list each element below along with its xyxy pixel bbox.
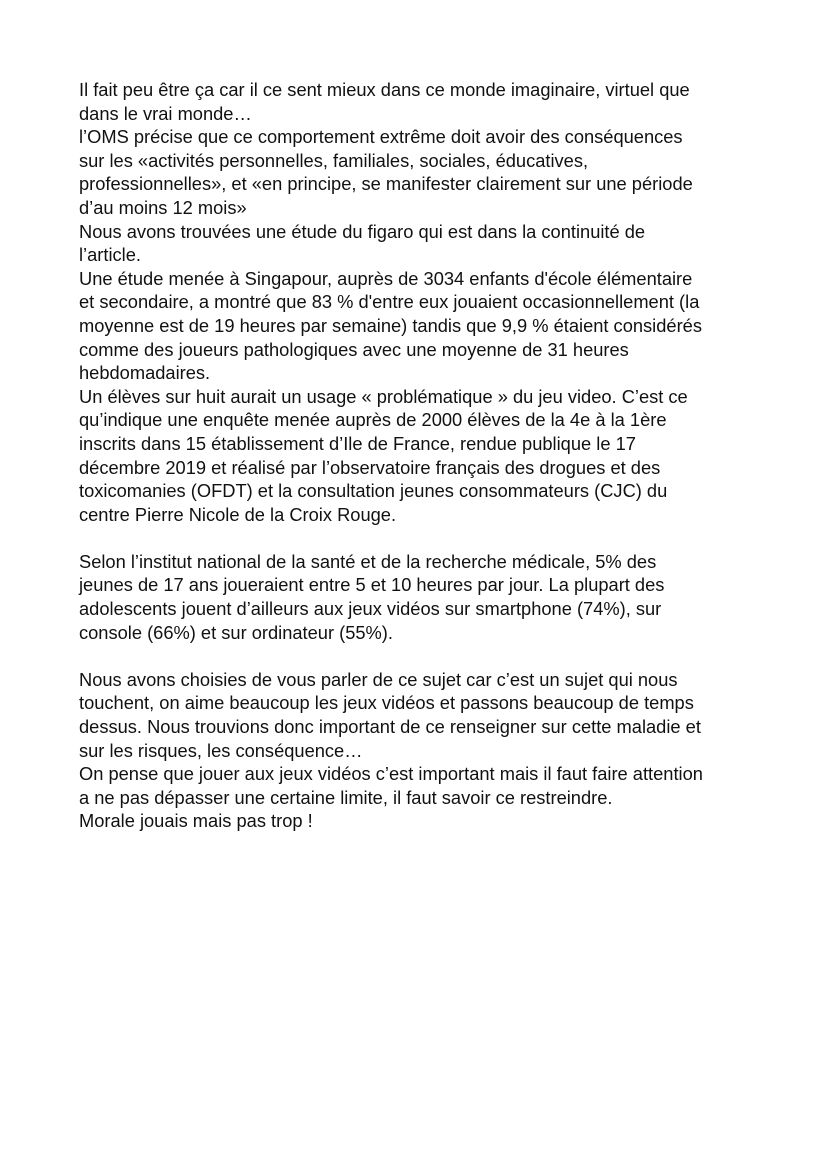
text-line: Un élèves sur huit aurait un usage « problématique » du jeu video. C’est ce <box>79 385 688 407</box>
text-line: a ne pas dépasser une certaine limite, il faut savoir ce restreindre. <box>79 786 613 808</box>
text-line: console (66%) et sur ordinateur (55%). <box>79 621 393 643</box>
text-line: Morale jouais mais pas trop ! <box>79 810 313 832</box>
text-line: et secondaire, a montré que 83 % d'entre eux jouaient occasionnellement (la <box>79 291 700 313</box>
text-line: Nous avons choisies de vous parler de ce sujet car c’est un sujet qui nous <box>79 668 678 690</box>
text-line: Une étude menée à Singapour, auprès de 3034 enfants d'école élémentaire <box>79 267 693 289</box>
text-line: décembre 2019 et réalisé par l’observatoire français des drogues et des <box>79 456 661 478</box>
text-line: professionnelles», et «en principe, se manifester clairement sur une période <box>79 173 693 195</box>
text-line: dessus. Nous trouvions donc important de ce renseigner sur cette maladie et <box>79 716 701 738</box>
text-line: inscrits dans 15 établissement d’Ile de France, rendue publique le 17 <box>79 432 636 454</box>
text-line: hebdomadaires. <box>79 362 211 384</box>
text-line: sur les risques, les conséquence… <box>79 739 363 761</box>
text-line: l’article. <box>79 244 141 266</box>
text-line: dans le vrai monde… <box>79 102 252 124</box>
text-line: l’OMS précise que ce comportement extrême doit avoir des conséquences <box>79 126 683 148</box>
text-line: qu’indique une enquête menée auprès de 2000 élèves de la 4e à la 1ère <box>79 409 667 431</box>
text-line: touchent, on aime beaucoup les jeux vidéos et passons beaucoup de temps <box>79 692 694 714</box>
document-body <box>79 78 759 833</box>
text-line: toxicomanies (OFDT) et la consultation jeunes consommateurs (CJC) du <box>79 480 668 502</box>
text-line: Selon l’institut national de la santé et de la recherche médicale, 5% des <box>79 550 657 572</box>
text-line: moyenne est de 19 heures par semaine) tandis que 9,9 % étaient considérés <box>79 314 702 336</box>
text-line: comme des joueurs pathologiques avec une moyenne de 31 heures <box>79 338 629 360</box>
paragraph-gap <box>79 526 759 550</box>
text-line: Nous avons trouvées une étude du figaro qui est dans la continuité de <box>79 220 646 242</box>
text-line: On pense que jouer aux jeux vidéos c’est important mais il faut faire attention <box>79 763 703 785</box>
text-line: jeunes de 17 ans joueraient entre 5 et 10 heures par jour. La plupart des <box>79 574 665 596</box>
text-line: sur les «activités personnelles, familiales, sociales, éducatives, <box>79 149 589 171</box>
text-line: d’au moins 12 mois» <box>79 196 247 218</box>
text-line: centre Pierre Nicole de la Croix Rouge. <box>79 503 397 525</box>
paragraph-gap <box>79 644 759 668</box>
text-line: adolescents jouent d’ailleurs aux jeux vidéos sur smartphone (74%), sur <box>79 598 662 620</box>
text-line: Il fait peu être ça car il ce sent mieux dans ce monde imaginaire, virtuel que <box>79 79 690 100</box>
